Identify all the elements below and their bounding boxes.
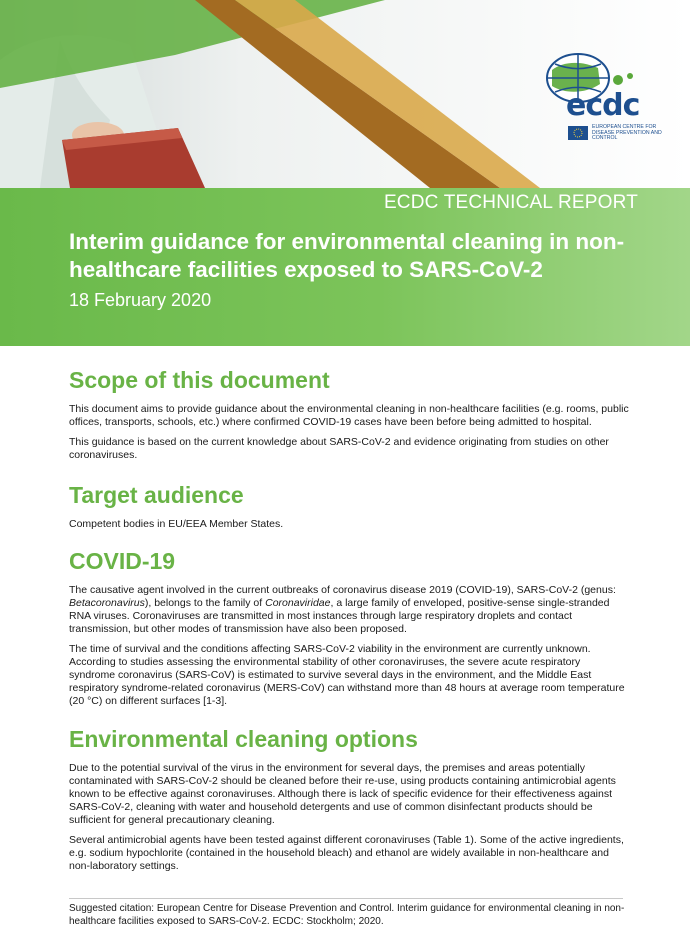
document-body bbox=[69, 364, 629, 873]
paragraph: The time of survival and the conditions affecting SARS-CoV-2 viability in the environment are currently unknown. According to studies assessing the environmental stability of other coronaviruses, the severe acute respiratory syndrome coronavirus (SARS-CoV) is estimated to survive several days in the environment, and the Middle East respiratory syndrome-related coronavirus (MERS-CoV) can withstand more than 48 hours at average room temperature (20 °C) on different surfaces [1-3]. bbox=[69, 643, 625, 707]
section-heading: Target audience bbox=[69, 482, 244, 508]
logo-subtitle: EUROPEAN CENTRE FOR DISEASE PREVENTION AND CONTROL bbox=[592, 124, 662, 142]
paragraph: This document aims to provide guidance about the environmental cleaning in non-healthcare facilities (e.g. rooms, public offices, transports, schools, etc.) where confirmed COVID-19 cases have been before being admitted to hospital. bbox=[69, 403, 629, 428]
paragraph: Competent bodies in EU/EEA Member States. bbox=[69, 518, 284, 530]
paragraph: Due to the potential survival of the virus in the environment for several days, the premises and areas potentially contaminated with SARS-CoV-2 should be cleaned before their re-use, using products containing antimicrobial agents known to be effective against coronaviruses. Although there is lack of specific evidence for their effectiveness against SARS-CoV-2, cleaning with water and household detergents and use of common disinfectant products should be sufficient for general precautionary cleaning. bbox=[69, 762, 616, 826]
document-title: Interim guidance for environmental cleaning in non-healthcare facilities exposed to SARS-CoV-2 bbox=[69, 229, 625, 282]
document-date: 18 February 2020 bbox=[69, 290, 212, 310]
section-environmental-cleaning bbox=[69, 723, 629, 873]
paragraph: This guidance is based on the current knowledge about SARS-CoV-2 and evidence originating from studies on other coronaviruses. bbox=[69, 436, 609, 461]
section-heading: COVID-19 bbox=[69, 548, 176, 574]
footer-divider bbox=[69, 898, 623, 899]
ecdc-wordmark: ecdc bbox=[566, 88, 640, 123]
header-banner bbox=[0, 0, 690, 346]
section-heading: Scope of this document bbox=[69, 367, 330, 393]
paragraph: Several antimicrobial agents have been tested against different coronaviruses (Table 1). Some of the active ingredients, e.g. sodium hypochlorite (contained in the household bleach) and ethanol are widely available in non-healthcare and non-laboratory settings. bbox=[69, 834, 624, 872]
section-scope bbox=[69, 364, 629, 462]
suggested-citation: Suggested citation: European Centre for Disease Prevention and Control. Interim guidance for environmental cleaning in non-healthcare facilities exposed to SARS-CoV-2. ECDC: Stockholm; 2020. bbox=[69, 903, 625, 927]
eu-flag-icon bbox=[568, 126, 588, 140]
section-target-audience bbox=[69, 479, 629, 531]
paragraph: The causative agent involved in the current outbreaks of coronavirus disease 2019 (COVID-19), SARS-CoV-2 (genus: Betacoronavirus), belongs to the family of Coronaviridae, a large family of enveloped, positive-sense single-stranded RNA viruses. Coronaviruses are transmitted in most instances through large respiratory droplets and contact transmission, but other modes of transmission have also been proposed. bbox=[69, 584, 616, 635]
section-heading: Environmental cleaning options bbox=[69, 726, 418, 752]
report-type-label: ECDC TECHNICAL REPORT bbox=[383, 192, 638, 213]
section-covid-19 bbox=[69, 545, 629, 708]
